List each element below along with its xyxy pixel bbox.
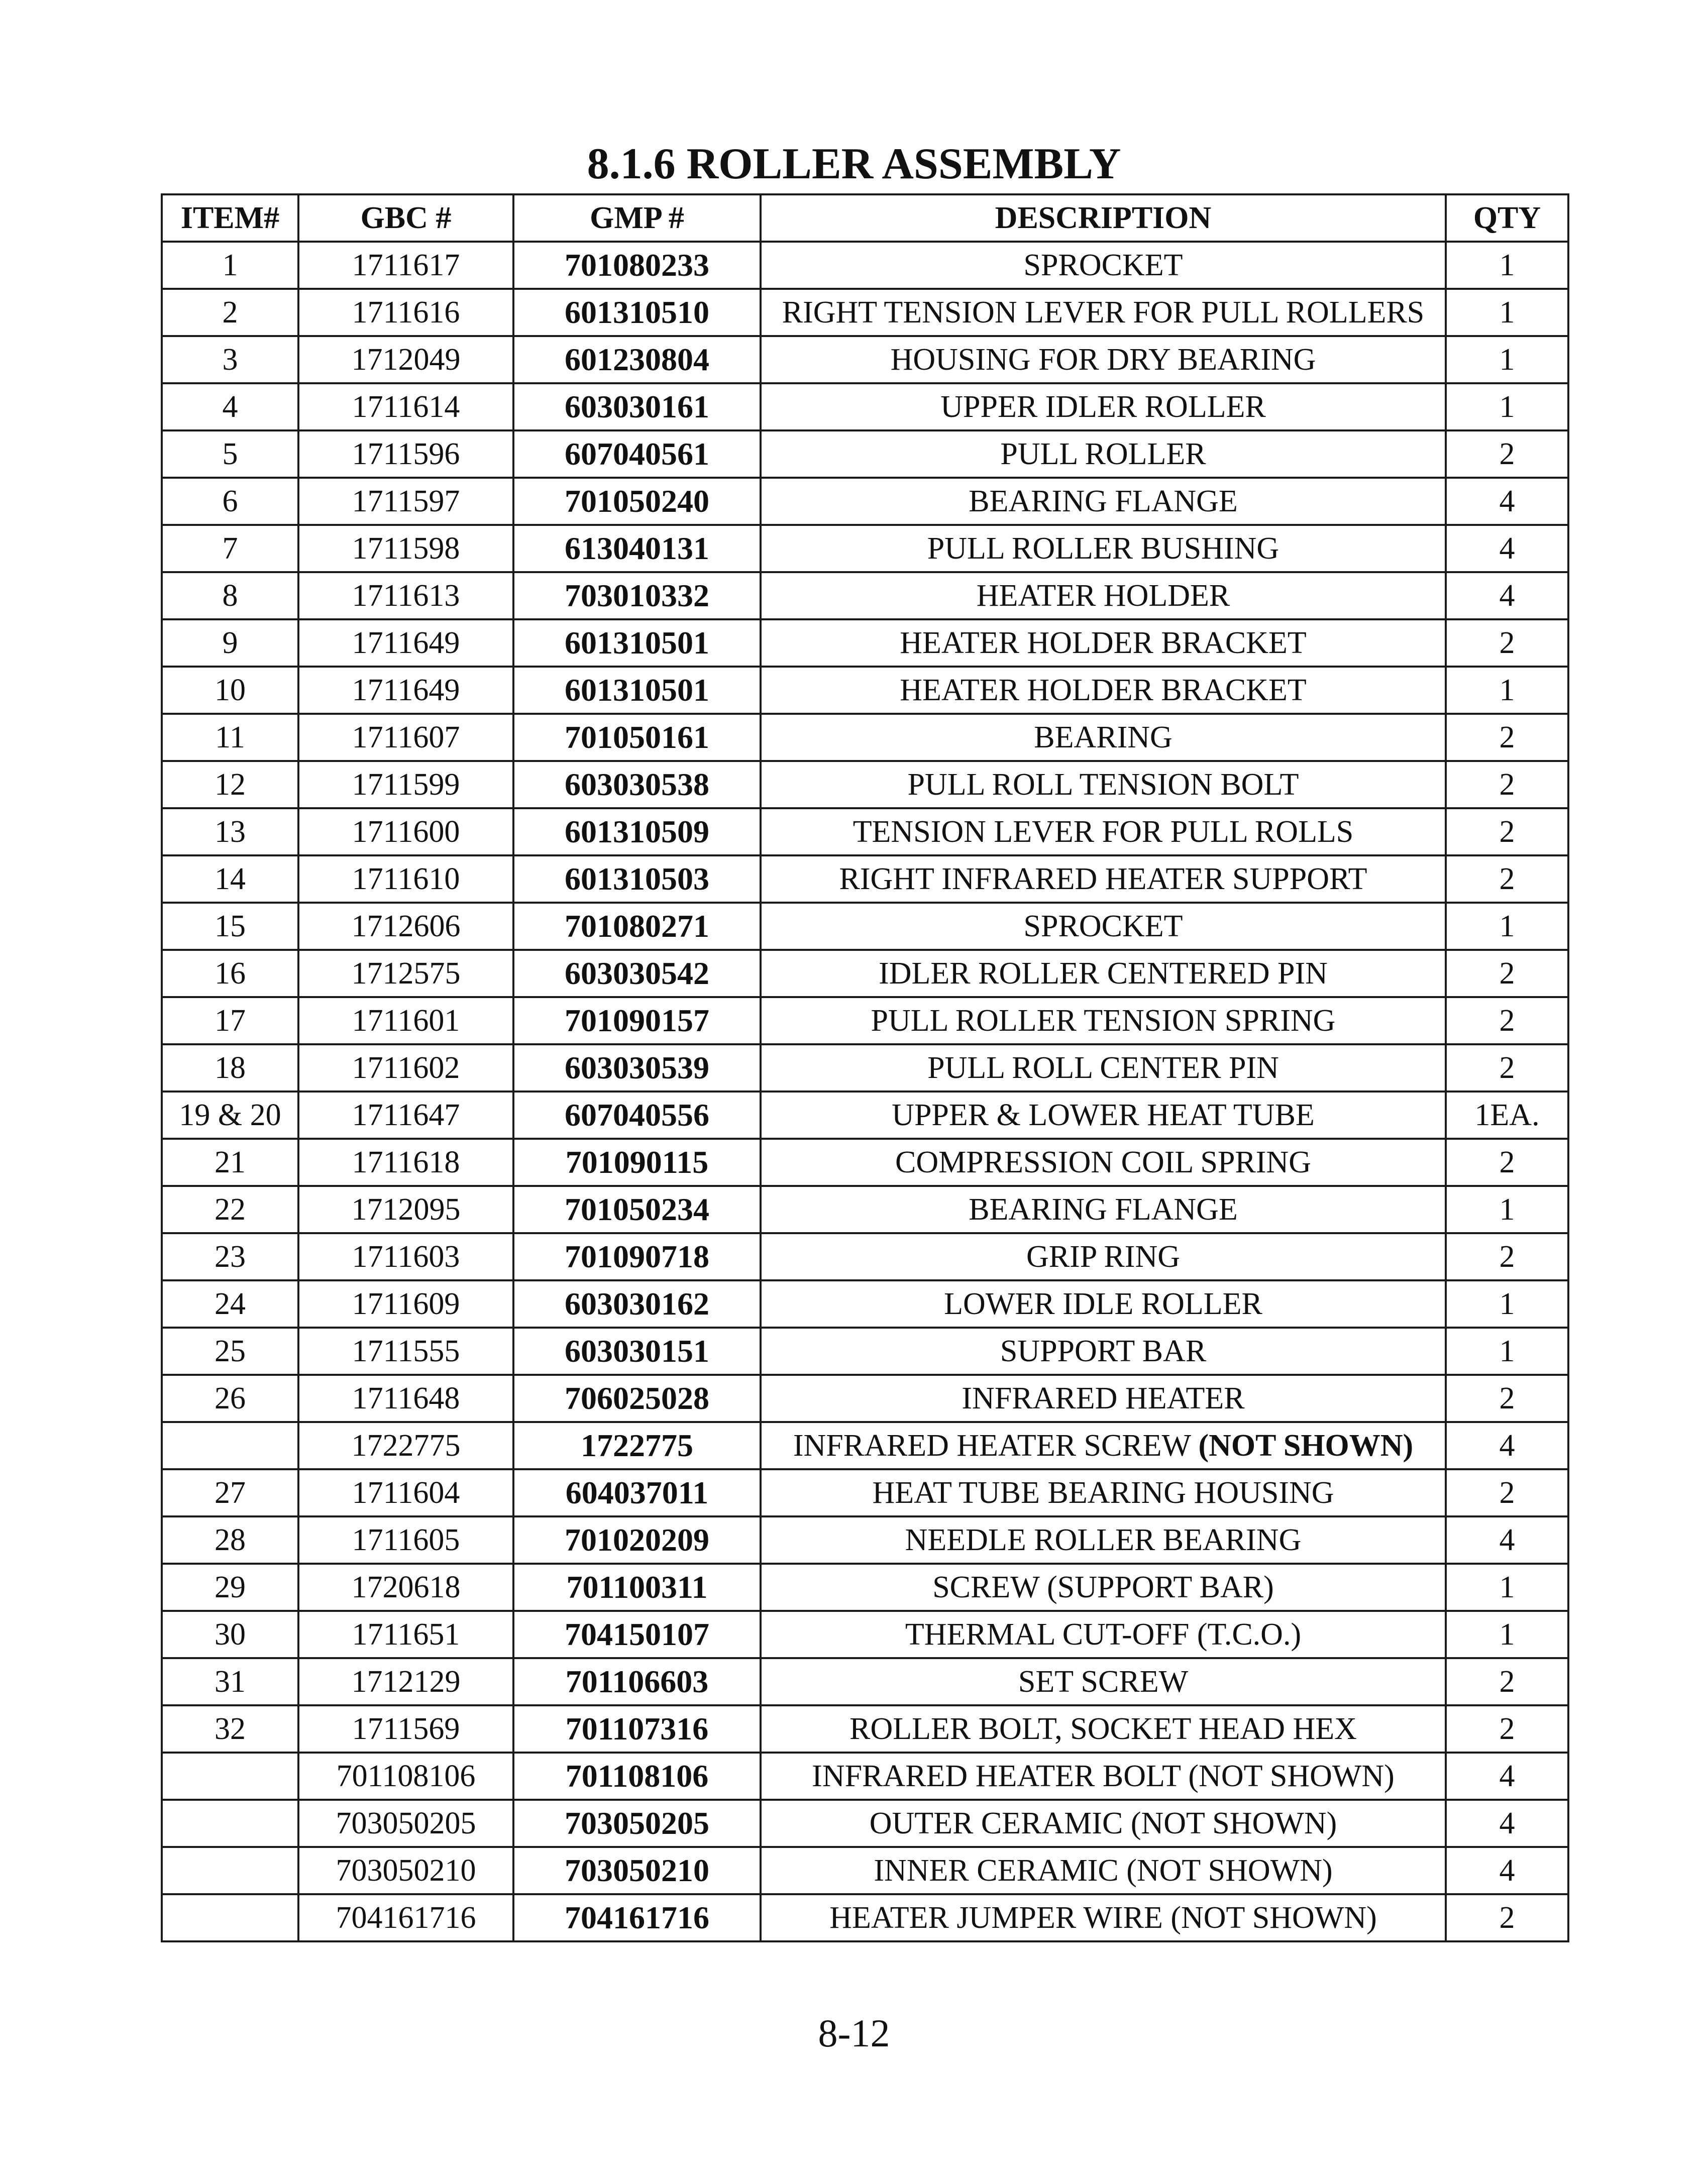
cell-gbc: 1711598 [298,525,513,572]
cell-description: NEEDLE ROLLER BEARING [761,1516,1446,1564]
cell-gmp: 701050161 [513,714,761,761]
cell-qty: 2 [1446,1658,1568,1705]
table-row [162,1564,1568,1611]
cell-gmp: 604037011 [513,1469,761,1516]
cell-item: 30 [162,1611,298,1658]
table-row [162,242,1568,289]
cell-item: 23 [162,1233,298,1280]
cell-description: BEARING FLANGE [761,478,1446,525]
parts-table-body [162,242,1568,1941]
cell-gmp: 601310501 [513,619,761,667]
cell-item [162,1800,298,1847]
parts-table [161,193,1569,1942]
table-row [162,619,1568,667]
cell-qty: 2 [1446,1894,1568,1941]
table-row [162,572,1568,619]
cell-qty: 2 [1446,1233,1568,1280]
cell-qty: 1 [1446,1564,1568,1611]
cell-description: HEATER HOLDER BRACKET [761,619,1446,667]
cell-item: 2 [162,289,298,336]
table-row [162,1328,1568,1375]
table-row [162,1375,1568,1422]
cell-description: IDLER ROLLER CENTERED PIN [761,950,1446,997]
cell-qty: 1 [1446,289,1568,336]
cell-item: 28 [162,1516,298,1564]
cell-gmp: 701090718 [513,1233,761,1280]
cell-item: 29 [162,1564,298,1611]
cell-gmp: 704150107 [513,1611,761,1658]
cell-description: ROLLER BOLT, SOCKET HEAD HEX [761,1705,1446,1753]
cell-description: SCREW (SUPPORT BAR) [761,1564,1446,1611]
cell-gmp: 701090115 [513,1139,761,1186]
cell-item: 3 [162,336,298,383]
cell-description: INNER CERAMIC (NOT SHOWN) [761,1847,1446,1894]
cell-gmp: 701106603 [513,1658,761,1705]
cell-gmp: 703010332 [513,572,761,619]
table-row [162,1611,1568,1658]
cell-item: 8 [162,572,298,619]
cell-gmp: 607040556 [513,1092,761,1139]
cell-description: INFRARED HEATER [761,1375,1446,1422]
cell-gbc: 1711596 [298,430,513,478]
cell-qty: 2 [1446,430,1568,478]
cell-gmp: 703050210 [513,1847,761,1894]
cell-qty: 2 [1446,1044,1568,1092]
cell-qty: 2 [1446,1375,1568,1422]
cell-gbc: 703050205 [298,1800,513,1847]
header-gbc: GBC # [298,194,513,242]
cell-qty: 2 [1446,1705,1568,1753]
cell-item: 18 [162,1044,298,1092]
cell-item: 6 [162,478,298,525]
cell-qty: 2 [1446,761,1568,808]
cell-description: HOUSING FOR DRY BEARING [761,336,1446,383]
cell-gmp: 613040131 [513,525,761,572]
cell-description: GRIP RING [761,1233,1446,1280]
cell-item: 19 & 20 [162,1092,298,1139]
cell-gmp: 601310509 [513,808,761,855]
table-row [162,667,1568,714]
cell-qty: 2 [1446,714,1568,761]
cell-gmp: 603030538 [513,761,761,808]
cell-gmp: 701020209 [513,1516,761,1564]
cell-qty: 4 [1446,1753,1568,1800]
header-item: ITEM# [162,194,298,242]
cell-gbc: 1711569 [298,1705,513,1753]
table-row [162,430,1568,478]
table-row [162,950,1568,997]
table-row [162,997,1568,1044]
cell-gbc: 1711648 [298,1375,513,1422]
cell-gbc: 1711649 [298,619,513,667]
table-row [162,1139,1568,1186]
cell-qty: 2 [1446,950,1568,997]
cell-item: 24 [162,1280,298,1328]
table-row [162,525,1568,572]
cell-gbc: 1712575 [298,950,513,997]
table-row [162,1753,1568,1800]
cell-gbc: 1711599 [298,761,513,808]
cell-description: COMPRESSION COIL SPRING [761,1139,1446,1186]
cell-gmp: 701108106 [513,1753,761,1800]
table-row [162,1705,1568,1753]
cell-gbc: 1711614 [298,383,513,430]
cell-description: UPPER IDLER ROLLER [761,383,1446,430]
cell-gmp: 603030162 [513,1280,761,1328]
cell-qty: 4 [1446,525,1568,572]
cell-description [761,1422,1446,1469]
cell-item: 12 [162,761,298,808]
cell-gmp: 603030539 [513,1044,761,1092]
cell-gbc: 1711616 [298,289,513,336]
cell-qty: 2 [1446,1469,1568,1516]
cell-gbc: 1711604 [298,1469,513,1516]
cell-item: 16 [162,950,298,997]
cell-description: SUPPORT BAR [761,1328,1446,1375]
cell-qty: 4 [1446,1847,1568,1894]
cell-qty: 2 [1446,619,1568,667]
table-row [162,1894,1568,1941]
cell-gbc: 704161716 [298,1894,513,1941]
cell-qty: 1 [1446,336,1568,383]
cell-qty: 1EA. [1446,1092,1568,1139]
cell-description: OUTER CERAMIC (NOT SHOWN) [761,1800,1446,1847]
cell-gbc: 1711613 [298,572,513,619]
cell-qty: 1 [1446,242,1568,289]
cell-gmp: 603030151 [513,1328,761,1375]
cell-gmp: 607040561 [513,430,761,478]
cell-gbc: 1720618 [298,1564,513,1611]
cell-qty: 1 [1446,1328,1568,1375]
table-row [162,714,1568,761]
cell-qty: 2 [1446,855,1568,903]
cell-description: SPROCKET [761,242,1446,289]
cell-gmp: 706025028 [513,1375,761,1422]
cell-item: 21 [162,1139,298,1186]
cell-item: 31 [162,1658,298,1705]
header-qty: QTY [1446,194,1568,242]
cell-qty: 4 [1446,1516,1568,1564]
cell-gbc: 1711651 [298,1611,513,1658]
table-row [162,383,1568,430]
cell-item: 1 [162,242,298,289]
cell-description: TENSION LEVER FOR PULL ROLLS [761,808,1446,855]
cell-item: 25 [162,1328,298,1375]
cell-gbc: 1711609 [298,1280,513,1328]
cell-gbc: 1711600 [298,808,513,855]
cell-gbc: 1712095 [298,1186,513,1233]
cell-description: PULL ROLLER [761,430,1446,478]
table-row [162,1092,1568,1139]
cell-gbc: 1711597 [298,478,513,525]
cell-gbc: 1712606 [298,903,513,950]
cell-item: 10 [162,667,298,714]
cell-gmp: 701107316 [513,1705,761,1753]
page-title: 8.1.6 ROLLER ASSEMBLY [587,140,1121,188]
cell-description: UPPER & LOWER HEAT TUBE [761,1092,1446,1139]
cell-description: PULL ROLL CENTER PIN [761,1044,1446,1092]
cell-item: 4 [162,383,298,430]
cell-gbc: 703050210 [298,1847,513,1894]
cell-item: 22 [162,1186,298,1233]
cell-gmp: 601230804 [513,336,761,383]
header-gmp: GMP # [513,194,761,242]
cell-description: THERMAL CUT-OFF (T.C.O.) [761,1611,1446,1658]
cell-item: 27 [162,1469,298,1516]
cell-qty: 1 [1446,1186,1568,1233]
cell-item: 17 [162,997,298,1044]
cell-gmp: 601310501 [513,667,761,714]
table-row [162,1847,1568,1894]
cell-item: 7 [162,525,298,572]
cell-gbc: 1711617 [298,242,513,289]
table-row [162,761,1568,808]
table-row [162,1422,1568,1469]
cell-gbc: 1711601 [298,997,513,1044]
table-row [162,1280,1568,1328]
page-number: 8-12 [818,2011,890,2055]
header-description: DESCRIPTION [761,194,1446,242]
cell-description: PULL ROLLER BUSHING [761,525,1446,572]
cell-gmp: 701080233 [513,242,761,289]
cell-item [162,1422,298,1469]
cell-qty: 1 [1446,383,1568,430]
table-row [162,1800,1568,1847]
cell-gmp: 603030542 [513,950,761,997]
cell-item [162,1894,298,1941]
cell-item: 11 [162,714,298,761]
cell-qty: 2 [1446,1139,1568,1186]
cell-item [162,1847,298,1894]
cell-description: BEARING FLANGE [761,1186,1446,1233]
cell-description: HEAT TUBE BEARING HOUSING [761,1469,1446,1516]
table-row [162,1516,1568,1564]
cell-item: 14 [162,855,298,903]
cell-gbc: 1711605 [298,1516,513,1564]
description-text: INFRARED HEATER SCREW [793,1429,1199,1463]
table-row [162,1469,1568,1516]
cell-gbc: 1712129 [298,1658,513,1705]
table-row [162,855,1568,903]
cell-gbc: 701108106 [298,1753,513,1800]
cell-description: HEATER HOLDER [761,572,1446,619]
cell-gmp: 701080271 [513,903,761,950]
cell-item: 5 [162,430,298,478]
cell-item: 9 [162,619,298,667]
cell-gmp: 701050234 [513,1186,761,1233]
cell-item: 32 [162,1705,298,1753]
cell-qty: 2 [1446,997,1568,1044]
cell-description: HEATER JUMPER WIRE (NOT SHOWN) [761,1894,1446,1941]
table-row [162,289,1568,336]
cell-gbc: 1711618 [298,1139,513,1186]
cell-description: RIGHT TENSION LEVER FOR PULL ROLLERS [761,289,1446,336]
cell-description: PULL ROLLER TENSION SPRING [761,997,1446,1044]
cell-gmp: 603030161 [513,383,761,430]
cell-item [162,1753,298,1800]
cell-qty: 4 [1446,1800,1568,1847]
cell-gbc: 1711555 [298,1328,513,1375]
cell-gmp: 701050240 [513,478,761,525]
cell-gbc: 1722775 [298,1422,513,1469]
cell-description: HEATER HOLDER BRACKET [761,667,1446,714]
cell-item: 13 [162,808,298,855]
cell-gmp: 703050205 [513,1800,761,1847]
cell-qty: 1 [1446,1280,1568,1328]
table-row [162,903,1568,950]
cell-gmp: 701090157 [513,997,761,1044]
cell-description: SPROCKET [761,903,1446,950]
cell-gbc: 1711649 [298,667,513,714]
cell-gbc: 1712049 [298,336,513,383]
cell-qty: 2 [1446,808,1568,855]
cell-qty: 1 [1446,667,1568,714]
cell-gbc: 1711602 [298,1044,513,1092]
cell-description: RIGHT INFRARED HEATER SUPPORT [761,855,1446,903]
cell-description: INFRARED HEATER BOLT (NOT SHOWN) [761,1753,1446,1800]
table-row [162,478,1568,525]
cell-gmp: 601310510 [513,289,761,336]
cell-description: PULL ROLL TENSION BOLT [761,761,1446,808]
table-row [162,336,1568,383]
cell-qty: 1 [1446,1611,1568,1658]
cell-gbc: 1711610 [298,855,513,903]
cell-item: 26 [162,1375,298,1422]
cell-description: BEARING [761,714,1446,761]
table-row [162,1186,1568,1233]
cell-gmp: 601310503 [513,855,761,903]
cell-qty: 1 [1446,903,1568,950]
table-row [162,808,1568,855]
cell-gbc: 1711647 [298,1092,513,1139]
cell-gbc: 1711603 [298,1233,513,1280]
cell-gmp: 704161716 [513,1894,761,1941]
cell-qty: 4 [1446,572,1568,619]
table-row [162,1044,1568,1092]
table-header-row [162,194,1568,242]
table-row [162,1233,1568,1280]
description-emphasis: (NOT SHOWN) [1198,1429,1414,1463]
cell-qty: 4 [1446,1422,1568,1469]
cell-description: LOWER IDLE ROLLER [761,1280,1446,1328]
cell-gmp: 701100311 [513,1564,761,1611]
cell-qty: 4 [1446,478,1568,525]
cell-item: 15 [162,903,298,950]
table-row [162,1658,1568,1705]
cell-gmp: 1722775 [513,1422,761,1469]
cell-description: SET SCREW [761,1658,1446,1705]
cell-gbc: 1711607 [298,714,513,761]
